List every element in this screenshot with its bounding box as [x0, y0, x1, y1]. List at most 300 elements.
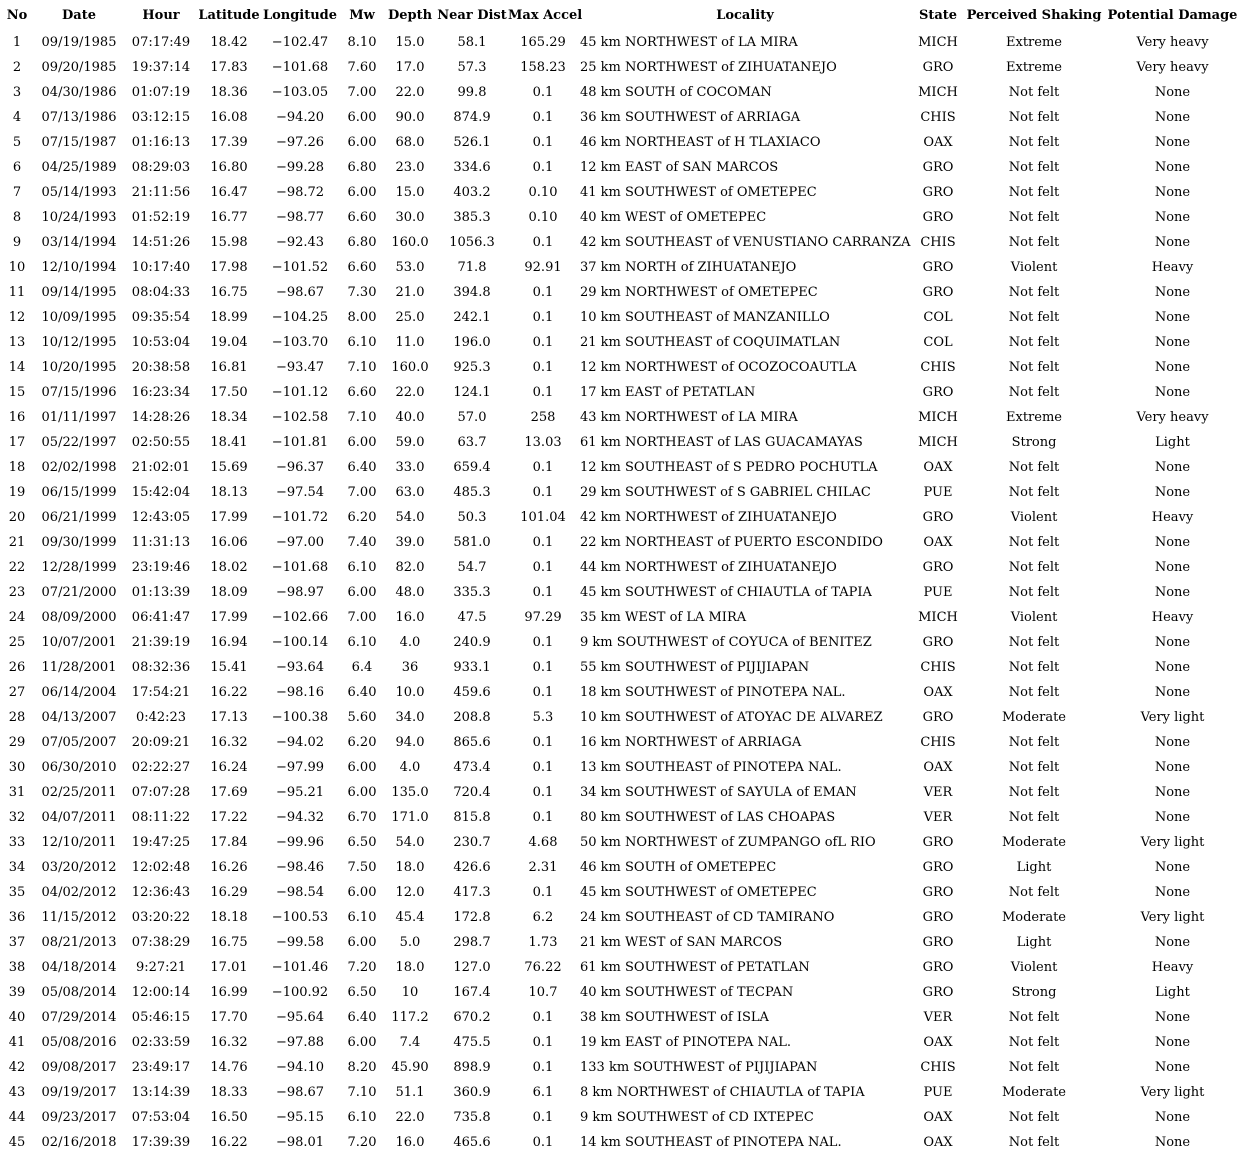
cell-longitude: −99.58 [275, 935, 325, 950]
cell-mw: 6.60 [347, 385, 377, 400]
cell-potential-damage: None [1154, 735, 1191, 750]
cell-hour: 21:39:19 [131, 635, 191, 650]
cell-potential-damage: Very light [1140, 910, 1205, 925]
cell-no: 29 [8, 735, 26, 750]
table-row [0, 855, 1241, 880]
col-date-header: Date [62, 7, 96, 23]
cell-perceived-shaking: Violent [1010, 610, 1058, 625]
cell-perceived-shaking: Not felt [1008, 635, 1060, 650]
cell-depth: 117.2 [391, 1010, 429, 1025]
cell-mw: 7.30 [347, 285, 377, 300]
cell-potential-damage: None [1154, 460, 1191, 475]
cell-depth: 53.0 [395, 260, 425, 275]
table-row [0, 105, 1241, 130]
table-row [0, 980, 1241, 1005]
cell-perceived-shaking: Not felt [1008, 235, 1060, 250]
cell-potential-damage: None [1154, 760, 1191, 775]
cell-latitude: 18.34 [210, 410, 248, 425]
cell-max-accel: 2.31 [528, 860, 558, 875]
cell-date: 10/07/2001 [41, 635, 117, 650]
cell-locality: 10 km SOUTHEAST of MANZANILLO [580, 310, 830, 325]
cell-mw: 7.00 [347, 485, 377, 500]
cell-depth: 22.0 [395, 385, 425, 400]
cell-latitude: 16.94 [210, 635, 248, 650]
cell-potential-damage: Heavy [1151, 510, 1194, 525]
table-row [0, 1055, 1241, 1080]
table-row [0, 930, 1241, 955]
col-depth-header: Depth [387, 7, 433, 23]
cell-hour: 02:50:55 [131, 435, 191, 450]
cell-mw: 8.00 [347, 310, 377, 325]
cell-max-accel: 101.04 [520, 510, 566, 525]
cell-near-dist: 360.9 [453, 1085, 491, 1100]
table-row [0, 555, 1241, 580]
cell-mw: 6.80 [347, 235, 377, 250]
table-row [0, 655, 1241, 680]
cell-longitude: −101.46 [271, 960, 329, 975]
cell-max-accel: 0.1 [532, 385, 554, 400]
cell-state: GRO [922, 185, 954, 200]
cell-perceived-shaking: Light [1016, 860, 1052, 875]
cell-max-accel: 76.22 [524, 960, 562, 975]
cell-no: 25 [8, 635, 26, 650]
cell-latitude: 16.50 [210, 1110, 248, 1125]
cell-state: GRO [922, 960, 954, 975]
cell-perceived-shaking: Not felt [1008, 1060, 1060, 1075]
cell-depth: 59.0 [395, 435, 425, 450]
cell-perceived-shaking: Extreme [1006, 35, 1062, 50]
cell-max-accel: 13.03 [524, 435, 562, 450]
cell-potential-damage: Very heavy [1136, 410, 1209, 425]
cell-no: 26 [8, 660, 26, 675]
cell-mw: 6.50 [347, 835, 377, 850]
cell-latitude: 16.29 [210, 885, 248, 900]
cell-no: 16 [8, 410, 26, 425]
cell-longitude: −95.15 [275, 1110, 325, 1125]
table-row [0, 280, 1241, 305]
cell-latitude: 16.32 [210, 1035, 248, 1050]
cell-no: 15 [8, 385, 26, 400]
cell-potential-damage: None [1154, 1135, 1191, 1150]
cell-potential-damage: Light [1155, 435, 1190, 450]
cell-mw: 7.40 [347, 535, 377, 550]
cell-state: MICH [918, 410, 958, 425]
cell-state: GRO [922, 60, 954, 75]
table-row [0, 230, 1241, 255]
cell-latitude: 16.77 [210, 210, 248, 225]
cell-latitude: 16.80 [210, 160, 248, 175]
cell-near-dist: 334.6 [453, 160, 491, 175]
cell-no: 32 [8, 810, 26, 825]
cell-max-accel: 0.1 [532, 110, 554, 125]
cell-state: VER [923, 785, 953, 800]
cell-date: 07/15/1996 [41, 385, 117, 400]
cell-mw: 6.00 [347, 435, 377, 450]
cell-mw: 7.20 [347, 960, 377, 975]
cell-state: COL [923, 310, 953, 325]
cell-no: 6 [12, 160, 22, 175]
col-no-header: No [6, 7, 28, 23]
cell-perceived-shaking: Extreme [1006, 410, 1062, 425]
cell-depth: 94.0 [395, 735, 425, 750]
cell-potential-damage: None [1154, 860, 1191, 875]
cell-longitude: −96.37 [275, 460, 325, 475]
cell-date: 05/08/2016 [41, 1035, 117, 1050]
cell-longitude: −98.77 [275, 210, 325, 225]
cell-mw: 7.50 [347, 860, 377, 875]
cell-perceived-shaking: Not felt [1008, 385, 1060, 400]
cell-date: 04/07/2011 [41, 810, 117, 825]
cell-perceived-shaking: Not felt [1008, 1110, 1060, 1125]
cell-hour: 07:53:04 [131, 1110, 191, 1125]
cell-near-dist: 335.3 [453, 585, 491, 600]
cell-hour: 14:51:26 [131, 235, 191, 250]
cell-hour: 03:12:15 [131, 110, 191, 125]
cell-locality: 55 km SOUTHWEST of PIJIJIAPAN [580, 660, 810, 675]
cell-perceived-shaking: Not felt [1008, 810, 1060, 825]
cell-longitude: −101.68 [271, 560, 329, 575]
cell-no: 34 [8, 860, 26, 875]
cell-near-dist: 459.6 [453, 685, 491, 700]
cell-locality: 50 km NORTHWEST of ZUMPANGO ofL RIO [580, 835, 876, 850]
cell-date: 07/05/2007 [41, 735, 117, 750]
cell-locality: 25 km NORTHWEST of ZIHUATANEJO [580, 60, 837, 75]
cell-perceived-shaking: Not felt [1008, 135, 1060, 150]
cell-potential-damage: None [1154, 560, 1191, 575]
cell-near-dist: 54.7 [457, 560, 487, 575]
cell-depth: 54.0 [395, 510, 425, 525]
cell-no: 21 [8, 535, 26, 550]
cell-longitude: −100.53 [271, 910, 329, 925]
cell-longitude: −98.46 [275, 860, 325, 875]
table-row [0, 1030, 1241, 1055]
cell-depth: 18.0 [395, 960, 425, 975]
cell-locality: 29 km SOUTHWEST of S GABRIEL CHILAC [580, 485, 871, 500]
table-row [0, 755, 1241, 780]
table-row [0, 330, 1241, 355]
cell-potential-damage: Very light [1140, 1085, 1205, 1100]
cell-perceived-shaking: Not felt [1008, 110, 1060, 125]
cell-locality: 19 km EAST of PINOTEPA NAL. [580, 1035, 792, 1050]
cell-longitude: −95.64 [275, 1010, 325, 1025]
cell-potential-damage: None [1154, 135, 1191, 150]
cell-near-dist: 57.3 [457, 60, 487, 75]
cell-no: 14 [8, 360, 26, 375]
cell-depth: 18.0 [395, 860, 425, 875]
cell-latitude: 17.98 [210, 260, 248, 275]
cell-date: 09/19/1985 [41, 35, 117, 50]
cell-date: 07/29/2014 [41, 1010, 117, 1025]
cell-latitude: 18.33 [210, 1085, 248, 1100]
cell-date: 03/20/2012 [41, 860, 117, 875]
table-row [0, 530, 1241, 555]
cell-max-accel: 0.1 [532, 285, 554, 300]
cell-locality: 12 km SOUTHEAST of S PEDRO POCHUTLA [580, 460, 878, 475]
cell-hour: 23:19:46 [131, 560, 191, 575]
cell-hour: 21:02:01 [131, 460, 191, 475]
table-row [0, 680, 1241, 705]
cell-no: 20 [8, 510, 26, 525]
cell-locality: 42 km SOUTHEAST of VENUSTIANO CARRANZA [580, 235, 911, 250]
cell-locality: 46 km NORTHEAST of H TLAXIACO [580, 135, 821, 150]
cell-perceived-shaking: Not felt [1008, 360, 1060, 375]
cell-max-accel: 0.1 [532, 335, 554, 350]
cell-longitude: −101.12 [271, 385, 329, 400]
cell-state: GRO [922, 835, 954, 850]
cell-locality: 29 km NORTHWEST of OMETEPEC [580, 285, 818, 300]
cell-date: 02/02/1998 [41, 460, 117, 475]
cell-longitude: −102.58 [271, 410, 329, 425]
cell-mw: 6.10 [347, 560, 377, 575]
cell-no: 1 [12, 35, 22, 50]
cell-longitude: −101.52 [271, 260, 329, 275]
cell-max-accel: 0.1 [532, 685, 554, 700]
cell-hour: 12:00:14 [131, 985, 191, 1000]
cell-no: 42 [8, 1060, 26, 1075]
cell-near-dist: 874.9 [453, 110, 491, 125]
cell-max-accel: 4.68 [528, 835, 558, 850]
cell-locality: 46 km SOUTH of OMETEPEC [580, 860, 777, 875]
cell-near-dist: 124.1 [453, 385, 491, 400]
cell-hour: 01:07:19 [131, 85, 191, 100]
cell-max-accel: 165.29 [520, 35, 566, 50]
cell-depth: 11.0 [395, 335, 425, 350]
cell-date: 02/16/2018 [41, 1135, 117, 1150]
cell-near-dist: 196.0 [453, 335, 491, 350]
cell-depth: 21.0 [395, 285, 425, 300]
cell-depth: 51.1 [395, 1085, 425, 1100]
cell-potential-damage: None [1154, 335, 1191, 350]
cell-mw: 6.00 [347, 785, 377, 800]
cell-potential-damage: None [1154, 635, 1191, 650]
cell-perceived-shaking: Not felt [1008, 1035, 1060, 1050]
table-row [0, 630, 1241, 655]
cell-state: GRO [922, 385, 954, 400]
cell-date: 06/21/1999 [41, 510, 117, 525]
cell-longitude: −97.54 [275, 485, 325, 500]
cell-latitude: 17.13 [210, 710, 248, 725]
cell-hour: 12:43:05 [131, 510, 191, 525]
cell-depth: 34.0 [395, 710, 425, 725]
cell-state: OAX [923, 535, 953, 550]
cell-longitude: −98.67 [275, 285, 325, 300]
cell-max-accel: 0.10 [528, 185, 558, 200]
cell-longitude: −99.28 [275, 160, 325, 175]
cell-state: GRO [922, 260, 954, 275]
table-row [0, 1105, 1241, 1130]
cell-potential-damage: None [1154, 1110, 1191, 1125]
cell-depth: 45.90 [391, 1060, 429, 1075]
cell-date: 09/14/1995 [41, 285, 117, 300]
cell-depth: 22.0 [395, 85, 425, 100]
cell-latitude: 17.22 [210, 810, 248, 825]
cell-date: 08/09/2000 [41, 610, 117, 625]
cell-no: 13 [8, 335, 26, 350]
cell-state: GRO [922, 210, 954, 225]
cell-latitude: 18.18 [210, 910, 248, 925]
cell-potential-damage: None [1154, 935, 1191, 950]
cell-no: 23 [8, 585, 26, 600]
cell-state: MICH [918, 35, 958, 50]
cell-hour: 23:49:17 [131, 1060, 191, 1075]
col-mw-header: Mw [349, 7, 375, 23]
cell-latitude: 17.83 [210, 60, 248, 75]
cell-locality: 10 km SOUTHWEST of ATOYAC DE ALVAREZ [580, 710, 883, 725]
cell-mw: 6.60 [347, 260, 377, 275]
cell-latitude: 17.39 [210, 135, 248, 150]
cell-latitude: 16.81 [210, 360, 248, 375]
cell-max-accel: 0.1 [532, 1060, 554, 1075]
cell-hour: 01:16:13 [131, 135, 191, 150]
cell-latitude: 16.22 [210, 1135, 248, 1150]
table-row [0, 730, 1241, 755]
cell-hour: 08:32:36 [131, 660, 191, 675]
cell-longitude: −98.67 [275, 1085, 325, 1100]
cell-locality: 14 km SOUTHEAST of PINOTEPA NAL. [580, 1135, 842, 1150]
cell-state: VER [923, 1010, 953, 1025]
cell-depth: 7.4 [399, 1035, 421, 1050]
cell-latitude: 17.01 [210, 960, 248, 975]
cell-longitude: −93.47 [275, 360, 325, 375]
cell-state: OAX [923, 685, 953, 700]
table-row [0, 780, 1241, 805]
cell-potential-damage: Heavy [1151, 960, 1194, 975]
cell-latitude: 17.69 [210, 785, 248, 800]
cell-hour: 01:52:19 [131, 210, 191, 225]
cell-locality: 35 km WEST of LA MIRA [580, 610, 747, 625]
cell-no: 41 [8, 1035, 26, 1050]
cell-hour: 15:42:04 [131, 485, 191, 500]
cell-mw: 6.10 [347, 1110, 377, 1125]
cell-locality: 80 km SOUTHWEST of LAS CHOAPAS [580, 810, 836, 825]
cell-near-dist: 403.2 [453, 185, 491, 200]
cell-potential-damage: None [1154, 235, 1191, 250]
cell-max-accel: 0.1 [532, 235, 554, 250]
cell-hour: 20:09:21 [131, 735, 191, 750]
cell-latitude: 15.41 [210, 660, 248, 675]
cell-locality: 21 km SOUTHEAST of COQUIMATLAN [580, 335, 841, 350]
cell-hour: 08:04:33 [131, 285, 191, 300]
cell-latitude: 18.42 [210, 35, 248, 50]
cell-mw: 6.00 [347, 935, 377, 950]
cell-hour: 09:35:54 [131, 310, 191, 325]
cell-near-dist: 473.4 [453, 760, 491, 775]
cell-depth: 135.0 [391, 785, 429, 800]
cell-no: 44 [8, 1110, 26, 1125]
cell-longitude: −98.54 [275, 885, 325, 900]
cell-hour: 07:17:49 [131, 35, 191, 50]
cell-depth: 16.0 [395, 610, 425, 625]
cell-hour: 07:38:29 [131, 935, 191, 950]
cell-locality: 45 km SOUTHWEST of OMETEPEC [580, 885, 817, 900]
cell-near-dist: 50.3 [457, 510, 487, 525]
cell-longitude: −100.14 [271, 635, 329, 650]
cell-mw: 5.60 [347, 710, 377, 725]
cell-depth: 25.0 [395, 310, 425, 325]
cell-hour: 06:41:47 [131, 610, 191, 625]
cell-no: 43 [8, 1085, 26, 1100]
cell-perceived-shaking: Moderate [1001, 710, 1067, 725]
table-row [0, 305, 1241, 330]
cell-potential-damage: Heavy [1151, 610, 1194, 625]
cell-near-dist: 581.0 [453, 535, 491, 550]
cell-longitude: −98.72 [275, 185, 325, 200]
cell-near-dist: 208.8 [453, 710, 491, 725]
cell-no: 17 [8, 435, 26, 450]
cell-longitude: −98.97 [275, 585, 325, 600]
cell-state: GRO [922, 935, 954, 950]
cell-max-accel: 0.1 [532, 560, 554, 575]
cell-no: 35 [8, 885, 26, 900]
table-row [0, 55, 1241, 80]
table-row [0, 830, 1241, 855]
cell-mw: 7.10 [347, 1085, 377, 1100]
table-row [0, 80, 1241, 105]
table-row [0, 1005, 1241, 1030]
cell-mw: 6.20 [347, 735, 377, 750]
cell-depth: 39.0 [395, 535, 425, 550]
cell-hour: 21:11:56 [131, 185, 191, 200]
cell-max-accel: 0.1 [532, 810, 554, 825]
cell-date: 05/14/1993 [41, 185, 117, 200]
table-row [0, 605, 1241, 630]
cell-depth: 48.0 [395, 585, 425, 600]
cell-potential-damage: None [1154, 660, 1191, 675]
cell-potential-damage: None [1154, 310, 1191, 325]
cell-locality: 40 km WEST of OMETEPEC [580, 210, 767, 225]
cell-perceived-shaking: Strong [1011, 435, 1057, 450]
cell-state: COL [923, 335, 953, 350]
cell-longitude: −95.21 [275, 785, 325, 800]
cell-no: 10 [8, 260, 26, 275]
cell-state: GRO [922, 635, 954, 650]
cell-longitude: −102.66 [271, 610, 329, 625]
cell-near-dist: 127.0 [453, 960, 491, 975]
cell-state: GRO [922, 560, 954, 575]
cell-longitude: −103.70 [271, 335, 329, 350]
cell-locality: 21 km WEST of SAN MARCOS [580, 935, 783, 950]
cell-max-accel: 0.1 [532, 1135, 554, 1150]
cell-max-accel: 0.1 [532, 310, 554, 325]
cell-date: 06/14/2004 [41, 685, 117, 700]
cell-date: 08/21/2013 [41, 935, 117, 950]
cell-perceived-shaking: Not felt [1008, 210, 1060, 225]
table-row [0, 30, 1241, 55]
cell-depth: 5.0 [399, 935, 421, 950]
cell-no: 31 [8, 785, 26, 800]
cell-longitude: −98.01 [275, 1135, 325, 1150]
cell-perceived-shaking: Not felt [1008, 660, 1060, 675]
header-row [0, 0, 1241, 30]
cell-hour: 10:53:04 [131, 335, 191, 350]
cell-date: 12/10/1994 [41, 260, 117, 275]
cell-mw: 6.00 [347, 760, 377, 775]
cell-state: OAX [923, 1035, 953, 1050]
col-locality-header: Locality [716, 7, 774, 23]
cell-latitude: 17.99 [210, 510, 248, 525]
col-state-header: State [918, 7, 958, 23]
cell-locality: 133 km SOUTHWEST of PIJIJIAPAN [580, 1060, 818, 1075]
cell-state: PUE [923, 485, 953, 500]
cell-near-dist: 933.1 [453, 660, 491, 675]
cell-mw: 6.00 [347, 135, 377, 150]
cell-potential-damage: None [1154, 685, 1191, 700]
cell-latitude: 17.50 [210, 385, 248, 400]
cell-depth: 40.0 [395, 410, 425, 425]
cell-mw: 6.00 [347, 885, 377, 900]
cell-longitude: −94.20 [275, 110, 325, 125]
cell-date: 07/15/1987 [41, 135, 117, 150]
